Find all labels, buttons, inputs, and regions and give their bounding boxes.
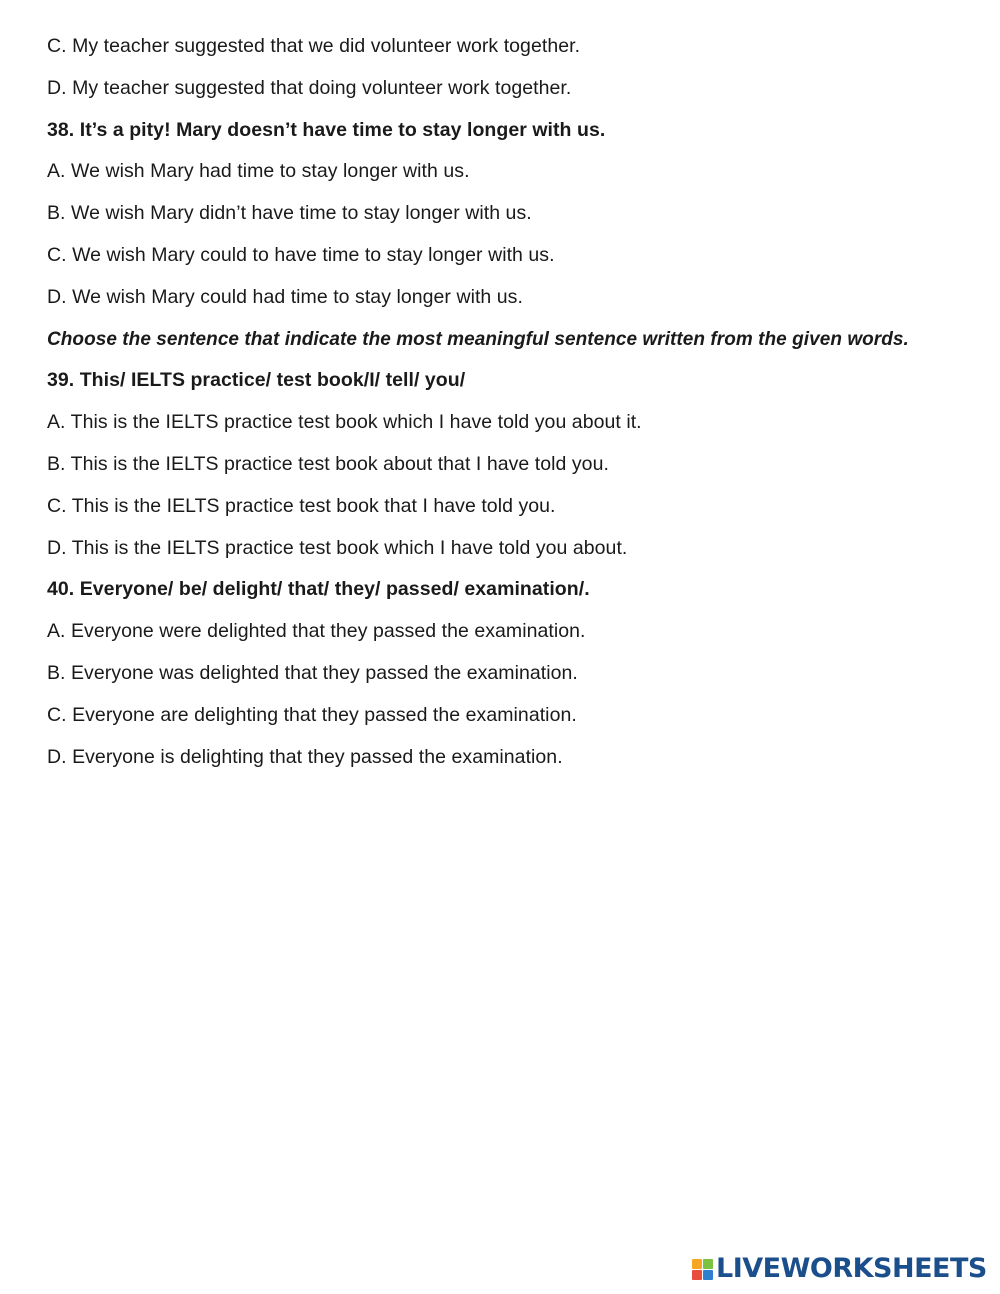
question-39: 39. This/ IELTS practice/ test book/I/ tell/ you/ <box>47 369 466 392</box>
logo-square-orange <box>692 1259 702 1269</box>
option-40c: C. Everyone are delighting that they passed the examination. <box>47 703 577 726</box>
logo-square-blue <box>703 1270 713 1280</box>
liveworksheets-logo-text: LIVEWORKSHEETS <box>716 1253 987 1284</box>
option-40b: B. Everyone was delighted that they passed the examination. <box>47 661 578 684</box>
liveworksheets-logo-icon <box>692 1259 713 1280</box>
question-40: 40. Everyone/ be/ delight/ that/ they/ passed/ examination/. <box>47 578 590 601</box>
option-38b: B. We wish Mary didn’t have time to stay longer with us. <box>47 202 532 225</box>
option-40d: D. Everyone is delighting that they passed the examination. <box>47 745 563 768</box>
option-38a: A. We wish Mary had time to stay longer with us. <box>47 160 470 183</box>
option-37d: D. My teacher suggested that doing volunteer work together. <box>47 76 572 99</box>
option-38d: D. We wish Mary could had time to stay longer with us. <box>47 285 523 308</box>
logo-square-red <box>692 1270 702 1280</box>
logo-square-green <box>703 1259 713 1269</box>
option-38c: C. We wish Mary could to have time to stay longer with us. <box>47 243 555 266</box>
liveworksheets-logo <box>692 1254 987 1284</box>
option-39b: B. This is the IELTS practice test book about that I have told you. <box>47 452 609 475</box>
option-39a: A. This is the IELTS practice test book which I have told you about it. <box>47 411 642 434</box>
option-39d: D. This is the IELTS practice test book which I have told you about. <box>47 536 628 559</box>
worksheet-content <box>47 26 977 778</box>
question-38: 38. It’s a pity! Mary doesn’t have time to stay longer with us. <box>47 118 606 141</box>
option-40a: A. Everyone were delighted that they passed the examination. <box>47 620 586 643</box>
section-instruction: Choose the sentence that indicate the most meaningful sentence written from the given words. <box>47 328 909 350</box>
option-37c: C. My teacher suggested that we did volunteer work together. <box>47 35 581 57</box>
option-39c: C. This is the IELTS practice test book that I have told you. <box>47 494 556 517</box>
